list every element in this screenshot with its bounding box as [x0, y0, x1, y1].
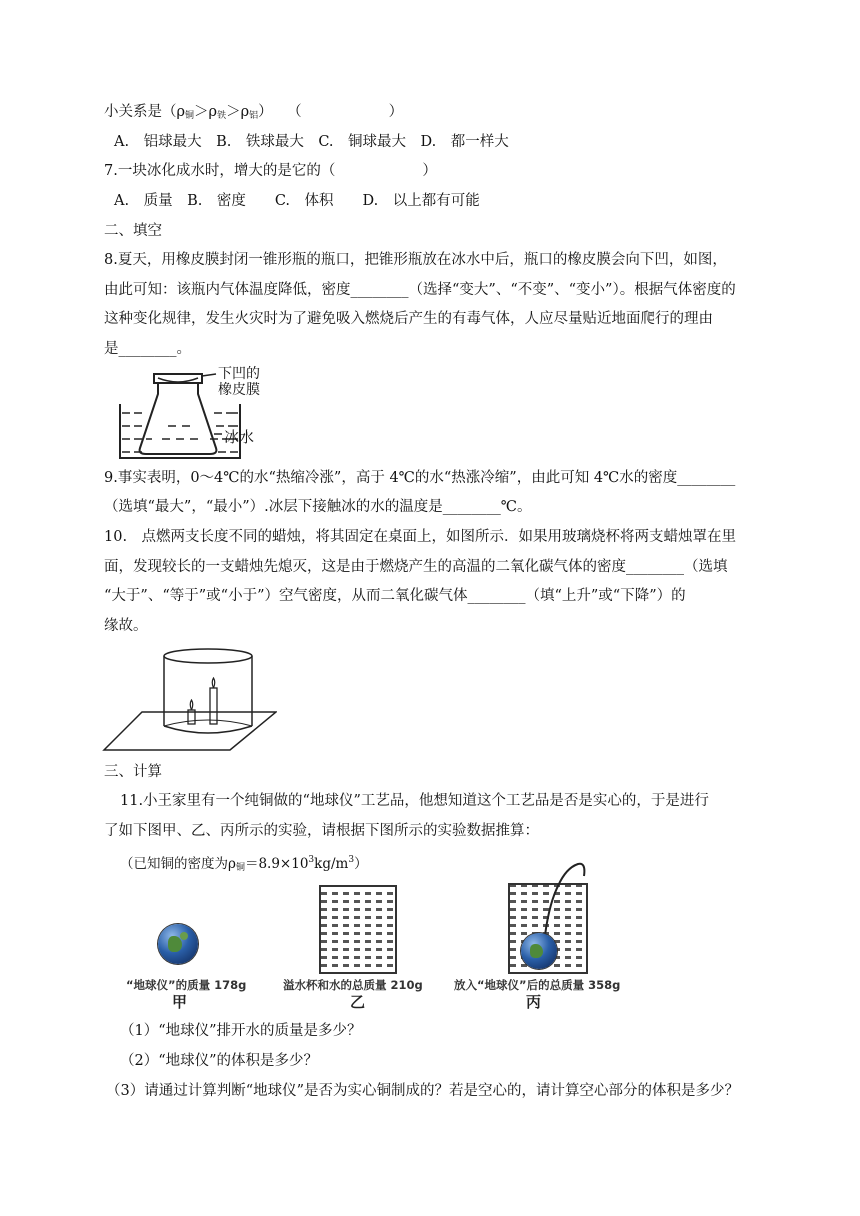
q9-line-2: （选填“最大”，“最小”）.冰层下接触冰的水的温度是________℃。	[104, 499, 532, 515]
q7-options: A. 质量 B. 密度 C. 体积 D. 以上都有可能	[114, 193, 480, 209]
q8-line-1: 8.夏天，用橡皮膜封闭一锥形瓶的瓶口，把锥形瓶放在冰水中后，瓶口的橡皮膜会向下凹，如图，	[104, 252, 727, 268]
q11-given: （已知铜的密度为$\rho_铜=8.9\times 10^3kg/m^3$）	[120, 855, 368, 873]
globe-icon	[158, 924, 198, 964]
section-3-heading: 三、计算	[104, 764, 162, 780]
q11-sub-3: （3）请通过计算判断“地球仪”是否为实心铜制成的？若是空心的，请计算空心部分的体积是多少？	[106, 1083, 740, 1099]
q11-sub-2: （2）“地球仪”的体积是多少？	[120, 1053, 319, 1069]
fig-bing-caption: 放入“地球仪”后的总质量 358g	[454, 978, 621, 992]
q6-options: A. 铝球最大 B. 铁球最大 C. 铜球最大 D. 都一样大	[114, 134, 509, 150]
flask-label-membrane: 下凹的 橡皮膜	[218, 366, 260, 398]
section-2-heading: 二、填空	[104, 223, 162, 239]
q11-line-2: 了如下图甲、乙、丙所示的实验，请根据下图所示的实验数据推算：	[104, 823, 539, 839]
globe-in-water-icon	[521, 933, 557, 969]
q9-line-1: 9.事实表明，0～4℃的水“热缩冷涨”，高于 4℃的水“热涨冷缩”，由此可知 4℃水的密度________	[104, 470, 736, 486]
overflow-cup-yi	[319, 885, 397, 974]
q8-line-4: 是________。	[104, 341, 191, 357]
q10-line-3: “大于”、“等于”或“小于”）空气密度，从而二氧化碳气体________（填“上升”或“下降”）的	[104, 588, 686, 604]
q10-line-1: 10. 点燃两支长度不同的蜡烛，将其固定在桌面上，如图所示．如果用玻璃烧杯将两支蜡烛罩在里	[104, 529, 737, 545]
fig-yi-label: 乙	[350, 993, 366, 1011]
flask-label-icewater: 冰水	[224, 428, 255, 446]
q7-stem: 7.一块冰化成水时，增大的是它的（ ）	[104, 163, 437, 179]
fig-jia-label: 甲	[172, 993, 188, 1011]
fig-yi-caption: 溢水杯和水的总质量 210g	[283, 978, 423, 992]
fig-jia-caption: “地球仪”的质量 178g	[126, 978, 247, 992]
q11-sub-1: （1）“地球仪”排开水的质量是多少？	[120, 1023, 362, 1039]
q8-line-2: 由此可知：该瓶内气体温度降低，密度________（选择“变大”、“不变”、“变小”）。根据气体密度的	[104, 282, 736, 298]
q10-line-2: 面，发现较长的一支蜡烛先熄灭，这是由于燃烧产生的高温的二氧化碳气体的密度________（选填	[104, 559, 728, 575]
q6-stem-tail: 小关系是$(\rho_铜>\rho_铁>\rho_铝)$ （ ）	[104, 104, 404, 121]
candle-figure	[102, 644, 277, 752]
q10-line-4: 缘故。	[104, 618, 148, 634]
q8-line-3: 这种变化规律，发生火灾时为了避免吸入燃烧后产生的有毒气体，人应尽量贴近地面爬行的理由	[104, 311, 713, 327]
fig-bing-label: 丙	[526, 993, 542, 1011]
q11-line-1: 11.小王家里有一个纯铜做的“地球仪”工艺品，他想知道这个工艺品是否是实心的，于是进行	[120, 793, 709, 809]
